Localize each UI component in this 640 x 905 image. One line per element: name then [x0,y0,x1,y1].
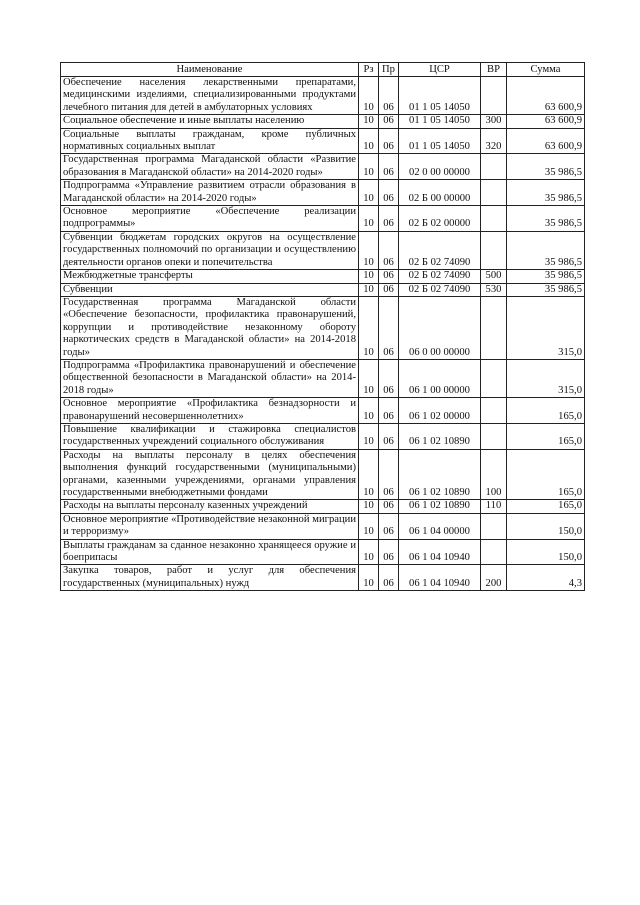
row-csr: 06 1 02 10890 [399,449,481,500]
row-vr [481,296,507,359]
header-sum: Сумма [507,63,585,77]
table-row [61,423,585,449]
row-csr: 02 0 00 00000 [399,154,481,180]
row-pr: 06 [379,423,399,449]
row-rz: 10 [359,398,379,424]
table-row [61,283,585,296]
row-rz: 10 [359,513,379,539]
row-vr [481,539,507,565]
row-rz: 10 [359,539,379,565]
table-row [61,154,585,180]
row-csr: 06 1 02 10890 [399,423,481,449]
row-csr: 06 1 04 10940 [399,539,481,565]
row-rz: 10 [359,423,379,449]
row-name: Социальные выплаты гражданам, кроме публичных нормативных социальных выплат [61,128,359,154]
row-rz: 10 [359,231,379,269]
row-name: Государственная программа Магаданской области «Развитие образования в Магаданской области» на 2014-2020 годы» [61,154,359,180]
row-pr: 06 [379,128,399,154]
row-name: Подпрограмма «Управление развитием отрасли образования в Магаданской области» на 2014-2020 годы» [61,180,359,206]
row-csr: 01 1 05 14050 [399,77,481,115]
row-name: Государственная программа Магаданской области «Обеспечение безопасности, профилактика правонарушений, коррупции и противодействие незаконному обороту наркотических средств в Магаданской области» на 2014-2018 годы» [61,296,359,359]
row-rz: 10 [359,449,379,500]
header-rz: Рз [359,63,379,77]
row-csr: 06 1 02 00000 [399,398,481,424]
header-name: Наименование [61,63,359,77]
row-sum: 150,0 [507,513,585,539]
row-sum: 165,0 [507,500,585,513]
row-pr: 06 [379,296,399,359]
row-vr: 110 [481,500,507,513]
row-pr: 06 [379,449,399,500]
header-csr: ЦСР [399,63,481,77]
table-header-row [61,63,585,77]
row-vr [481,359,507,397]
row-csr: 06 1 00 00000 [399,359,481,397]
row-pr: 06 [379,500,399,513]
row-csr: 06 1 04 10940 [399,565,481,591]
row-name: Субвенции [61,283,359,296]
table-row [61,398,585,424]
row-name: Межбюджетные трансферты [61,270,359,283]
table-row [61,565,585,591]
row-sum: 165,0 [507,423,585,449]
row-pr: 06 [379,77,399,115]
row-sum: 35 986,5 [507,283,585,296]
table-row [61,270,585,283]
row-sum: 4,3 [507,565,585,591]
row-sum: 35 986,5 [507,154,585,180]
table-row [61,513,585,539]
row-rz: 10 [359,206,379,232]
row-pr: 06 [379,283,399,296]
row-vr: 500 [481,270,507,283]
row-name: Социальное обеспечение и иные выплаты населению [61,115,359,128]
row-rz: 10 [359,270,379,283]
row-sum: 63 600,9 [507,128,585,154]
row-name: Расходы на выплаты персоналу казенных учреждений [61,500,359,513]
row-csr: 02 Б 02 74090 [399,283,481,296]
row-name: Выплаты гражданам за сданное незаконно хранящееся оружие и боеприпасы [61,539,359,565]
row-rz: 10 [359,77,379,115]
table-row [61,206,585,232]
row-vr [481,423,507,449]
table-row [61,539,585,565]
header-vr: ВР [481,63,507,77]
row-name: Расходы на выплаты персоналу в целях обеспечения выполнения функций государственными (муниципальными) органами, казенными учреждениями, органами управления государственными внебюджетными фондами [61,449,359,500]
row-name: Повышение квалификации и стажировка специалистов государственных учреждений социального обслуживания [61,423,359,449]
row-csr: 02 Б 02 74090 [399,231,481,269]
row-rz: 10 [359,500,379,513]
row-vr [481,154,507,180]
row-rz: 10 [359,359,379,397]
row-vr [481,206,507,232]
row-pr: 06 [379,180,399,206]
row-vr [481,398,507,424]
table-row [61,115,585,128]
table-row [61,180,585,206]
row-pr: 06 [379,231,399,269]
row-pr: 06 [379,359,399,397]
row-rz: 10 [359,296,379,359]
row-pr: 06 [379,398,399,424]
row-sum: 35 986,5 [507,206,585,232]
row-csr: 06 0 00 00000 [399,296,481,359]
row-csr: 01 1 05 14050 [399,115,481,128]
table-row [61,128,585,154]
row-vr [481,77,507,115]
row-sum: 35 986,5 [507,231,585,269]
row-vr: 100 [481,449,507,500]
row-rz: 10 [359,128,379,154]
row-sum: 63 600,9 [507,115,585,128]
row-sum: 35 986,5 [507,180,585,206]
row-sum: 315,0 [507,359,585,397]
row-vr: 300 [481,115,507,128]
row-sum: 35 986,5 [507,270,585,283]
row-sum: 165,0 [507,449,585,500]
table-row [61,231,585,269]
row-pr: 06 [379,565,399,591]
row-csr: 02 Б 02 00000 [399,206,481,232]
table-row [61,500,585,513]
row-vr [481,513,507,539]
row-csr: 02 Б 00 00000 [399,180,481,206]
row-pr: 06 [379,115,399,128]
table-row [61,449,585,500]
row-name: Субвенции бюджетам городских округов на осуществление государственных полномочий по организации и осуществлению деятельности органов опеки и попечительства [61,231,359,269]
row-name: Основное мероприятие «Профилактика безнадзорности и правонарушений несовершеннолетних» [61,398,359,424]
row-rz: 10 [359,154,379,180]
row-vr: 530 [481,283,507,296]
row-name: Основное мероприятие «Противодействие незаконной миграции и терроризму» [61,513,359,539]
row-pr: 06 [379,154,399,180]
budget-table [60,62,585,591]
header-pr: Пр [379,63,399,77]
row-sum: 150,0 [507,539,585,565]
row-csr: 06 1 04 00000 [399,513,481,539]
row-csr: 01 1 05 14050 [399,128,481,154]
row-name: Подпрограмма «Профилактика правонарушений и обеспечение общественной безопасности в Магаданской области» на 2014-2018 годы» [61,359,359,397]
row-vr: 320 [481,128,507,154]
row-sum: 315,0 [507,296,585,359]
row-csr: 02 Б 02 74090 [399,270,481,283]
table-row [61,296,585,359]
table-row [61,359,585,397]
row-rz: 10 [359,283,379,296]
row-rz: 10 [359,180,379,206]
row-csr: 06 1 02 10890 [399,500,481,513]
row-name: Закупка товаров, работ и услуг для обеспечения государственных (муниципальных) нужд [61,565,359,591]
row-pr: 06 [379,513,399,539]
row-pr: 06 [379,206,399,232]
row-pr: 06 [379,539,399,565]
row-rz: 10 [359,115,379,128]
row-vr [481,231,507,269]
row-name: Обеспечение населения лекарственными препаратами, медицинскими изделиями, специализированными продуктами лечебного питания для детей в амбулаторных условиях [61,77,359,115]
row-pr: 06 [379,270,399,283]
row-vr: 200 [481,565,507,591]
row-vr [481,180,507,206]
row-sum: 165,0 [507,398,585,424]
row-rz: 10 [359,565,379,591]
row-sum: 63 600,9 [507,77,585,115]
row-name: Основное мероприятие «Обеспечение реализации подпрограммы» [61,206,359,232]
table-row [61,77,585,115]
